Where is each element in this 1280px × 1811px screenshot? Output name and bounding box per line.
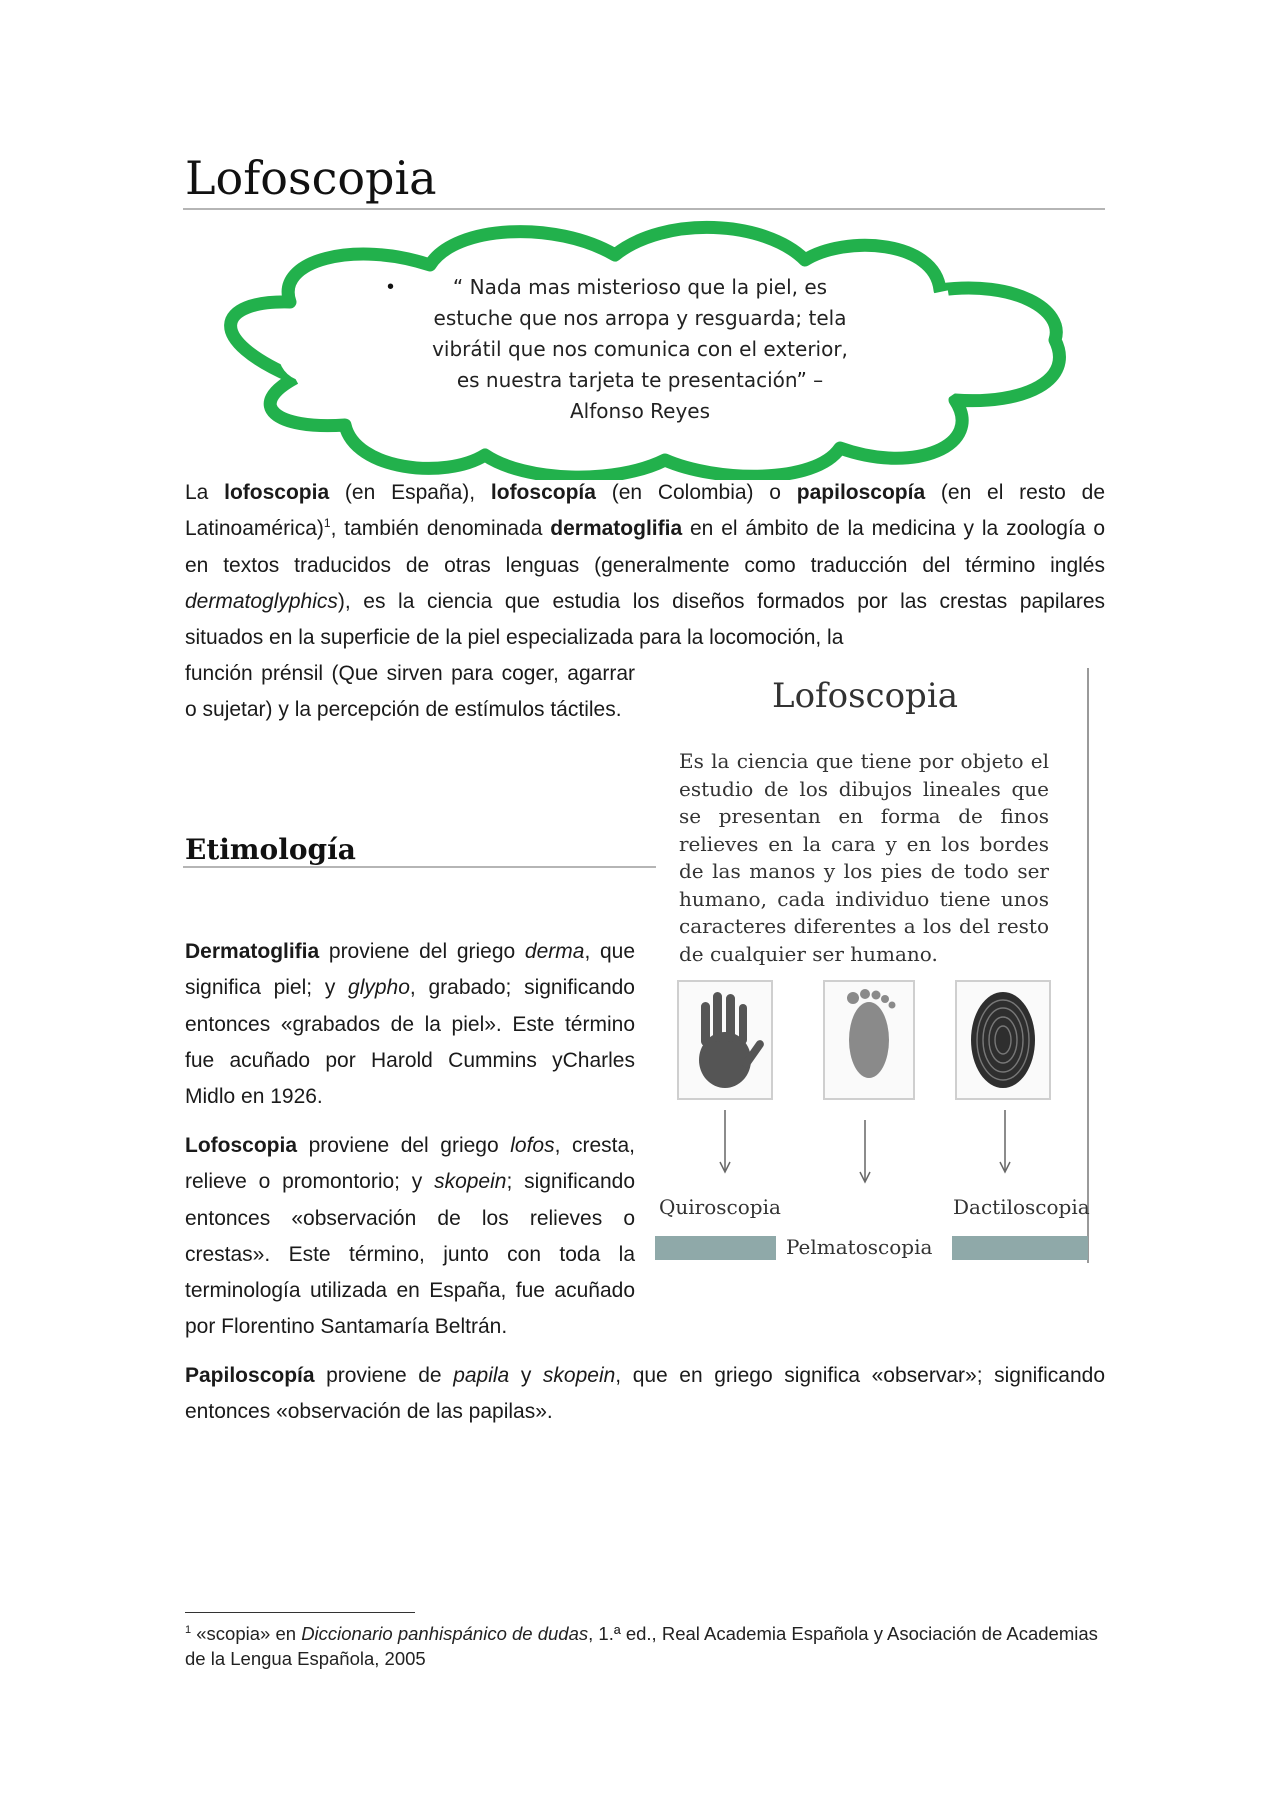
quote-bullet: • [387, 276, 395, 298]
label-dactiloscopia: Dactiloscopia [953, 1195, 1090, 1219]
term-lofoscopia-accent: lofoscopía [490, 481, 596, 504]
figure-bar-right [952, 1236, 1088, 1260]
figure-arrows [655, 1110, 1085, 1190]
section-heading-etimologia: Etimología [185, 833, 356, 866]
page-title: Lofoscopia [185, 151, 437, 205]
figure-bar-left [655, 1236, 776, 1260]
label-quiroscopia: Quiroscopia [659, 1195, 781, 1219]
footnote-separator [185, 1612, 415, 1613]
quote-text: “ Nada mas misterioso que la piel, es estuche que nos arropa y resguarda; tela vibrátil que nos comunica con el exterior, es nuestra tarjeta te presentación” – Alfonso Reyes [432, 275, 848, 423]
term-lofoscopia: lofoscopia [224, 481, 330, 504]
foot-print-icon [823, 980, 915, 1100]
intro-paragraph: La lofoscopia (en España), lofoscopía (en Colombia) o papiloscopía (en el resto de Latinoamérica)$^1$, también denominada dermatoglifia en el ámbito de la medicina y la zoología o en textos traducidos de otras lenguas (generalmente como traducción del término inglés dermatoglyphics), es la ciencia que estudia los diseños formados por las crestas papilares situados en la superficie de la piel especializada para la locomoción, la [185, 481, 1106, 650]
section-divider [183, 866, 656, 868]
title-divider [183, 208, 1105, 210]
label-pelmatoscopia: Pelmatoscopia [786, 1235, 933, 1259]
fingerprint-icon [955, 980, 1051, 1100]
lofoscopia-figure [655, 668, 1095, 1268]
term-dermatoglifia: dermatoglifia [550, 517, 683, 541]
dermatoglifia-paragraph: Dermatoglifia proviene del griego derma, que significa piel; y glypho, grabado; significando entonces «grabados de la piel». Este término fue acuñado por Harold Cummins yCharles Midlo en 1926. [185, 940, 635, 1109]
figure-border-right [1087, 668, 1089, 1263]
footnote-reference[interactable]: 1 [323, 516, 331, 531]
footnote: $^1$ «scopia» en Diccionario panhispánico de dudas, 1.ª ed., Real Academia Española y Asociación de Academias de la Lengua Española, 2005 [185, 1623, 1098, 1670]
intro-paragraph-continuation: función prénsil (Que sirven para coger, agarrar o sujetar) y la percepción de estímulos táctiles. [185, 662, 635, 722]
papiloscopia-paragraph: Papiloscopía proviene de papila y skopein, que en griego significa «observar»; significando entonces «observación de las papilas». [185, 1364, 1106, 1424]
figure-description: Es la ciencia que tiene por objeto el estudio de los dibujos lineales que se presentan en forma de finos relieves en la cara y en los bordes de las manos y los pies de todo ser humano, cada individuo tiene unos caracteres diferentes a los del resto de cualquier ser humano. [679, 749, 1049, 966]
term-papiloscopia: papiloscopía [796, 481, 926, 504]
figure-title: Lofoscopia [772, 676, 958, 716]
hand-print-icon [677, 980, 773, 1100]
lofoscopia-paragraph: Lofoscopia proviene del griego lofos, cresta, relieve o promontorio; y skopein; significando entonces «observación de los relieves o crestas». Este término, junto con toda la terminología utilizada en España, fue acuñado por Florentino Santamaría Beltrán. [185, 1134, 635, 1339]
